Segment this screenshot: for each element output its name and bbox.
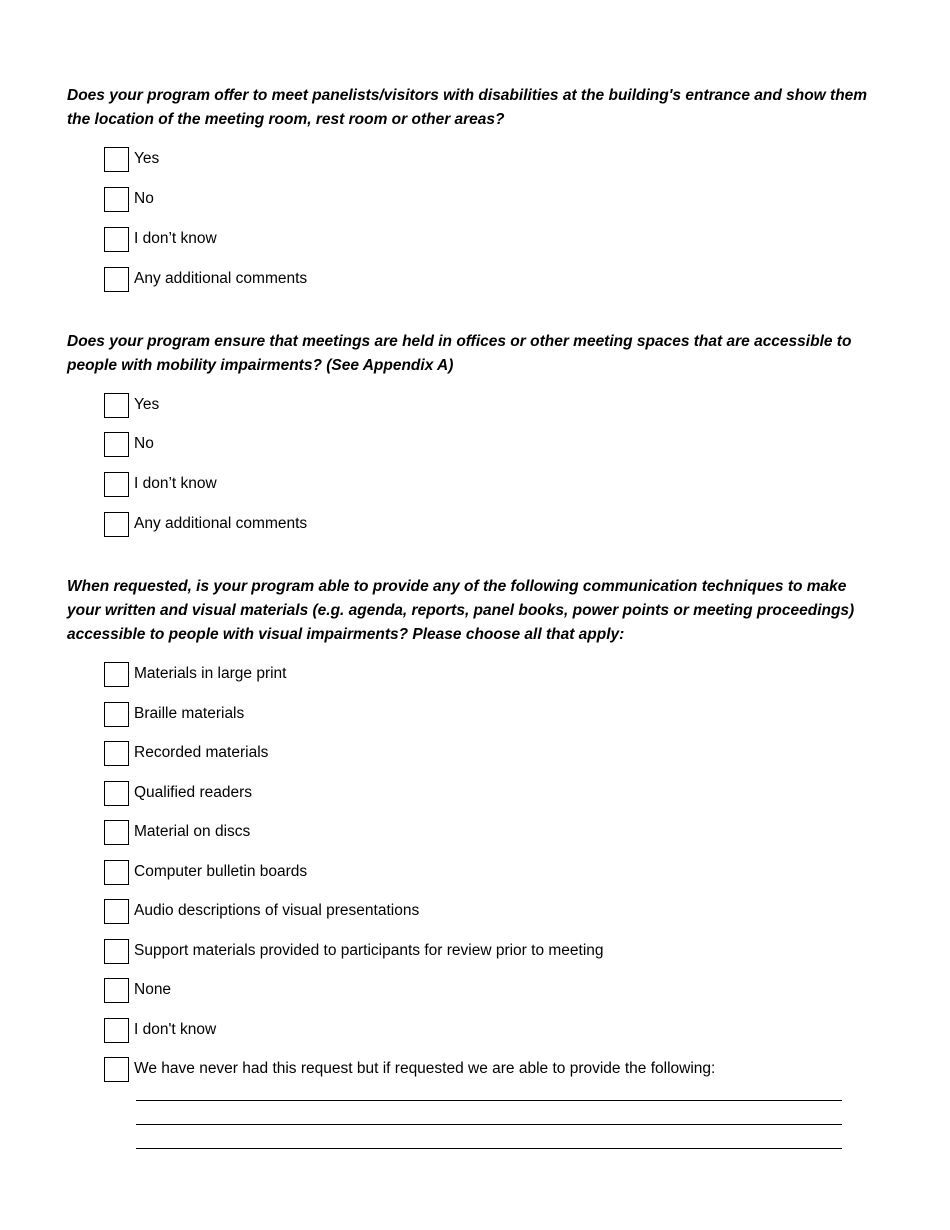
checkbox[interactable] [104, 899, 129, 924]
checkbox[interactable] [104, 1057, 129, 1082]
option-label: None [134, 981, 172, 998]
option-label: Any additional comments [134, 270, 308, 287]
q3-option-audio-descriptions[interactable] [104, 897, 419, 925]
q2-option-no[interactable] [104, 430, 154, 458]
q1-option-no[interactable] [104, 185, 154, 213]
checkbox[interactable] [104, 432, 129, 457]
q3-option-none[interactable] [104, 976, 171, 1004]
checkbox[interactable] [104, 393, 129, 418]
option-label: I don’t know [134, 475, 217, 492]
q2-option-dont-know[interactable] [104, 470, 217, 498]
option-label: Yes [134, 396, 160, 413]
checkbox[interactable] [104, 187, 129, 212]
q3-option-braille[interactable] [104, 700, 244, 728]
q3-option-discs[interactable] [104, 818, 250, 846]
write-in-line-2[interactable] [136, 1124, 842, 1125]
q3-option-qualified-readers[interactable] [104, 779, 252, 807]
option-label: Support materials provided to participants for review prior to meeting [134, 942, 604, 959]
q3-option-recorded[interactable] [104, 739, 268, 767]
checkbox[interactable] [104, 860, 129, 885]
q3-option-dont-know[interactable] [104, 1016, 216, 1044]
q1-option-dont-know[interactable] [104, 225, 217, 253]
checkbox[interactable] [104, 978, 129, 1003]
checkbox[interactable] [104, 1018, 129, 1043]
q1-option-additional-comments[interactable] [104, 265, 307, 293]
q2-option-additional-comments[interactable] [104, 510, 307, 538]
q3-option-bulletin-boards[interactable] [104, 858, 307, 886]
question-3-text: When requested, is your program able to provide any of the following communication techniques to make your written and visual materials (e.g. agenda, reports, panel books, power points or meeting proceedings) accessible to people with visual impairments? Please choose all that apply: [67, 578, 855, 643]
checkbox[interactable] [104, 820, 129, 845]
option-label: Any additional comments [134, 515, 308, 532]
question-1-text: Does your program offer to meet panelists/visitors with disabilities at the building's entrance and show them the location of the meeting room, rest room or other areas? [67, 87, 868, 128]
checkbox[interactable] [104, 267, 129, 292]
checkbox[interactable] [104, 227, 129, 252]
option-label: Qualified readers [134, 784, 253, 801]
option-label: Computer bulletin boards [134, 863, 308, 880]
question-2-text: Does your program ensure that meetings are held in offices or other meeting spaces that are accessible to people with mobility impairments? (See Appendix A) [67, 333, 852, 374]
option-label: No [134, 435, 154, 452]
option-label: Audio descriptions of visual presentations [134, 902, 420, 919]
option-label: I don't know [134, 1021, 217, 1038]
option-label: Materials in large print [134, 665, 287, 682]
option-label: I don’t know [134, 230, 217, 247]
option-label: Recorded materials [134, 744, 269, 761]
checkbox[interactable] [104, 472, 129, 497]
option-label: Material on discs [134, 823, 251, 840]
checkbox[interactable] [104, 741, 129, 766]
checkbox[interactable] [104, 702, 129, 727]
checkbox[interactable] [104, 147, 129, 172]
write-in-line-3[interactable] [136, 1148, 842, 1149]
checkbox[interactable] [104, 662, 129, 687]
q3-option-never-requested[interactable] [104, 1055, 715, 1083]
option-label: We have never had this request but if requested we are able to provide the following: [134, 1060, 716, 1077]
write-in-line-1[interactable] [136, 1100, 842, 1101]
option-label: Yes [134, 150, 160, 167]
q2-option-yes[interactable] [104, 391, 159, 419]
checkbox[interactable] [104, 512, 129, 537]
checkbox[interactable] [104, 939, 129, 964]
q3-option-support-materials[interactable] [104, 937, 604, 965]
option-label: Braille materials [134, 705, 245, 722]
q3-option-large-print[interactable] [104, 660, 286, 688]
checkbox[interactable] [104, 781, 129, 806]
q1-option-yes[interactable] [104, 145, 159, 173]
option-label: No [134, 190, 154, 207]
